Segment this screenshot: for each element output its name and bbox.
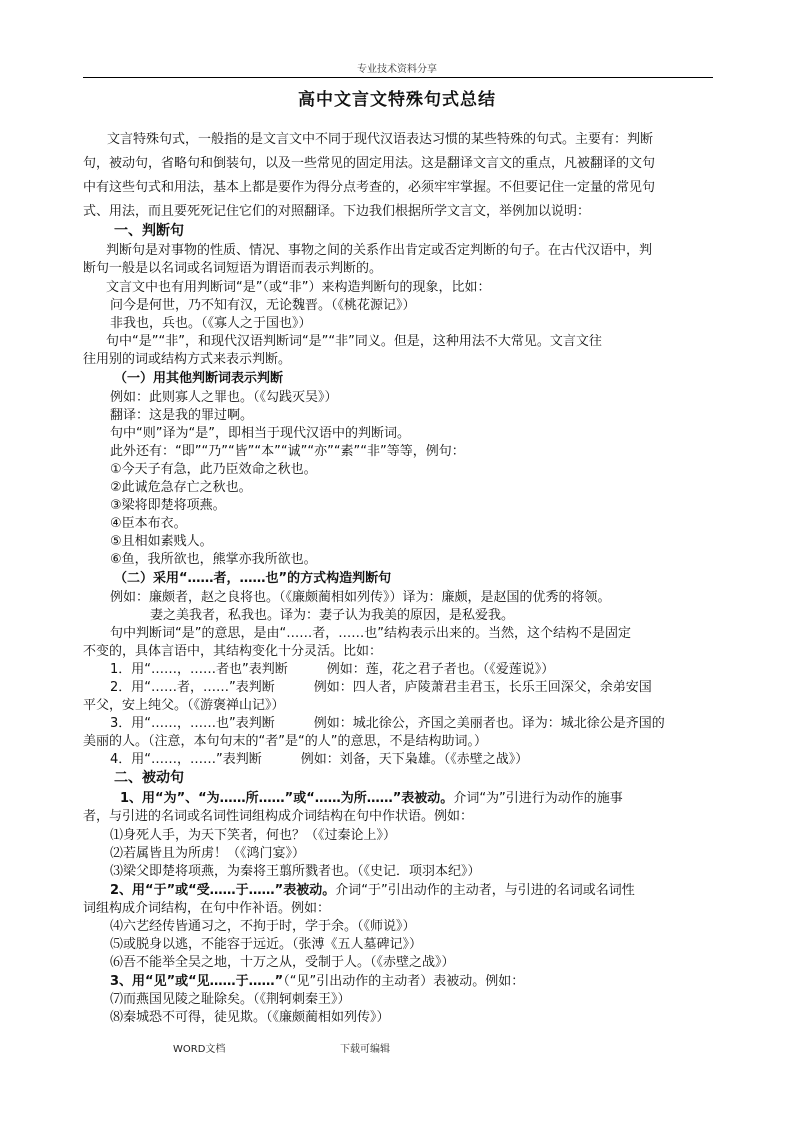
body-line: 者，与引进的名词或名词性词组构成介词结构在句中作状语。例如：	[83, 809, 474, 824]
body-line: 往用别的词或结构方式来表示判断。	[83, 352, 292, 367]
numbered-item-cont: 美丽的人。（注意，本句句末的“者”是“的人”的意思，不是结构助词。）	[83, 734, 487, 749]
intro-line: 中有这些句式和用法，基本上都是要作为得分点考查的，必须牢牢掌握。不但要记住一定量的常见句	[83, 180, 656, 195]
footer-left: WORD文档	[173, 1044, 226, 1055]
body-line: 句中“是”“非”，和现代汉语判断词“是”“非”同义。但是，这种用法不大常见。文言文往	[106, 334, 602, 349]
intro-line: 句，被动句，省略句和倒装句，以及一些常见的固定用法。这是翻译文言文的重点，凡被翻译的文句	[83, 156, 656, 171]
numbered-item-cont: 平父，安上纯父。（《游褒禅山记》）	[83, 698, 285, 713]
header-rule	[83, 77, 713, 78]
footer-right: 下载可编辑	[340, 1044, 390, 1055]
body-line: 句中“则”译为“是”，即相当于现代汉语中的判断词。	[110, 426, 410, 441]
body-line: 句中判断词“是”的意思，是由“……者，……也”结构表示出来的。当然，这个结构不是固定	[110, 626, 631, 641]
rule-title: 2、用“于”或“受……于……”表被动。	[110, 883, 336, 898]
rule-text: （“见”引出动作的主动者）表被动。例如：	[283, 974, 525, 989]
section-heading: 二、被动句	[114, 770, 184, 786]
rule-line	[110, 882, 635, 899]
list-item: ④臣本布衣。	[110, 516, 187, 531]
list-item: ⑥鱼，我所欲也，熊掌亦我所欲也。	[110, 552, 317, 567]
document-title: 高中文言文特殊句式总结	[298, 90, 496, 110]
page-header: 专业技术资料分享	[357, 64, 437, 75]
example-line: ⑺而燕国见陵之耻除矣。（《荆轲刺秦王》）	[110, 992, 351, 1007]
intro-line: 式、用法，而且要死死记住它们的对照翻译。下边我们根据所学文言文，举例加以说明：	[83, 204, 591, 219]
example-line: ⑻秦城恐不可得，徒见欺。（《廉颇蔺相如列传》）	[110, 1010, 390, 1025]
list-item: ①今天子有急，此乃臣效命之秋也。	[110, 462, 317, 477]
example-line: 问今是何世，乃不知有汉，无论魏晋。（《桃花源记》）	[110, 298, 416, 313]
rule-line	[110, 973, 524, 990]
example-line: 例如：此则寡人之罪也。（《勾践灭吴》）	[110, 390, 338, 405]
example-line: ⑷六艺经传皆通习之，不拘于时，学于余。（《师说》）	[110, 919, 416, 934]
list-item: ②此诚危急存亡之秋也。	[110, 480, 252, 495]
numbered-item: 3．用“……，……也”表判断 例如：城北徐公，齐国之美丽者也。译为：城北徐公是齐国的	[110, 716, 665, 731]
body-line: 断句一般是以名词或名词短语为谓语而表示判断的。	[83, 261, 383, 276]
body-line: 文言文中也有用判断词“是”（或“非”）来构造判断句的现象，比如：	[106, 280, 491, 295]
rule-title: 3、用“见”或“见……于……”	[110, 974, 284, 989]
rule-title: 1、用“为”、“为……所……”或“……为所……”表被动。	[120, 791, 454, 806]
rule-text: 介词“为”引进行为动作的施事	[453, 791, 623, 806]
numbered-item: 2．用“……者，……”表判断 例如：四人者，庐陵萧君圭君玉，长乐王回深父，余弟安国	[110, 680, 652, 695]
body-line: 此外还有：“即”“乃”“皆”“本”“诚”“亦”“素”“非”等等，例句：	[110, 444, 465, 459]
translation-line: 翻译：这是我的罪过啊。	[110, 408, 254, 423]
example-line: 妻之美我者，私我也。译为：妻子认为我美的原因，是私爱我。	[150, 608, 515, 623]
example-line: ⑵若属皆且为所虏！（《鸿门宴》）	[110, 846, 306, 861]
example-line: ⑶梁父即楚将项燕，为秦将王翦所戮者也。（《史记．项羽本纪》）	[110, 864, 481, 879]
example-line: 非我也，兵也。（《寡人之于国也》）	[110, 316, 312, 331]
example-line: ⑸或脱身以逃，不能容于远近。（张溥《五人墓碑记》）	[110, 937, 423, 952]
list-item: ③梁将即楚将项燕。	[110, 498, 226, 513]
example-line: ⑹吾不能举全吴之地，十万之从，受制于人。（《赤壁之战》）	[110, 955, 455, 970]
numbered-item: 4．用“……，……”表判断 例如：刘备，天下枭雄。（《赤壁之战》）	[110, 752, 529, 767]
list-item: ⑤且相如素贱人。	[110, 534, 213, 549]
subsection-heading: （一）用其他判断词表示判断	[114, 371, 284, 386]
body-line: 词组构成介词结构，在句中作补语。例如：	[83, 901, 331, 916]
intro-line: 文言特殊句式，一般指的是文言文中不同于现代汉语表达习惯的某些特殊的句式。主要有：判断	[107, 132, 654, 147]
rule-line	[120, 790, 623, 807]
numbered-item: 1．用“……，……者也”表判断 例如：莲，花之君子者也。（《爱莲说》）	[110, 662, 555, 677]
rule-text: 介词“于”引出动作的主动者，与引进的名词或名词性	[335, 883, 635, 898]
body-line: 判断句是对事物的性质、情况、事物之间的关系作出肯定或否定判断的句子。在古代汉语中，判	[106, 243, 653, 258]
body-line: 不变的，具体言语中，其结构变化十分灵活。比如：	[83, 644, 383, 659]
example-line: 例如：廉颇者，赵之良将也。（《廉颇蔺相如列传》）译为：廉颇，是赵国的优秀的将领。	[110, 590, 611, 605]
subsection-heading: （二）采用“……者，……也”的方式构造判断句	[114, 571, 392, 586]
example-line: ⑴身死人手，为天下笑者，何也？（《过秦论上》）	[110, 828, 397, 843]
section-heading: 一、判断句	[114, 223, 184, 239]
